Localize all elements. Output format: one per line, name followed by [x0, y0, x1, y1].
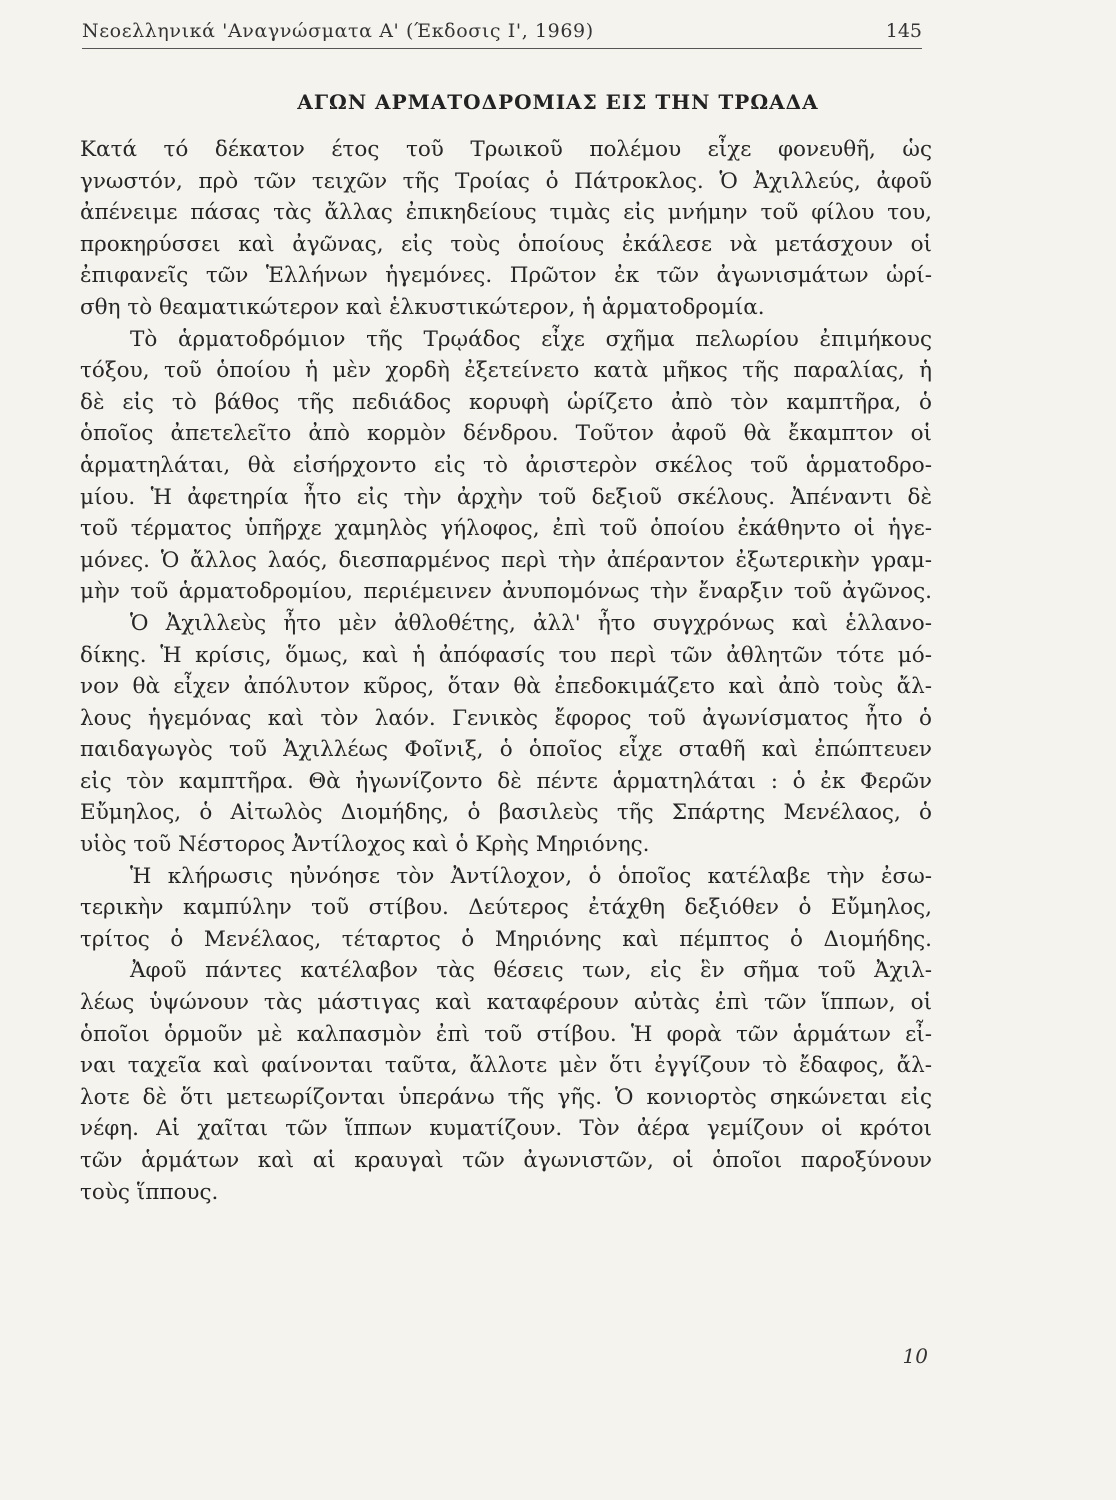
text-line: εἰς τὸν καμπτῆρα. Θὰ ἠγωνίζοντο δὲ πέντε ἁρματηλάται : ὁ ἐκ Φερῶν: [80, 768, 932, 794]
text-line: Ὁ Ἀχιλλεὺς ἦτο μὲν ἀθλοθέτης, ἀλλ' ἦτο συγχρόνως καὶ ἑλλανο-: [130, 610, 932, 636]
running-head: [82, 14, 922, 49]
text-line: υἱὸς τοῦ Νέστορος Ἀντίλοχος καὶ ὁ Κρὴς Μηριόνης.: [80, 832, 650, 858]
article-body: [80, 134, 932, 1208]
text-line: ὁποῖος ἀπετελεῖτο ἀπὸ κορμὸν δένδρου. Τοῦτον ἀφοῦ θὰ ἔκαμπτον οἱ: [80, 421, 932, 447]
running-title: Νεοελληνικά 'Αναγνώσματα Α' (Έκδοσις Ι', 1969): [82, 20, 594, 42]
text-line: μόνες. Ὁ ἄλλος λαός, διεσπαρμένος περὶ τὴν ἀπέραντον ἐξωτερικὴν γραμ-: [80, 547, 932, 573]
text-line: τῶν ἁρμάτων καὶ αἱ κραυγαὶ τῶν ἀγωνιστῶν, οἱ ὁποῖοι παροξύνουν: [80, 1148, 932, 1173]
text-line: παιδαγωγὸς τοῦ Ἀχιλλέως Φοῖνιξ, ὁ ὁποῖος εἶχε σταθῆ καὶ ἐπώπτευεν: [80, 737, 932, 763]
text-line: γνωστόν, πρὸ τῶν τειχῶν τῆς Τροίας ὁ Πάτροκλος. Ὁ Ἀχιλλεύς, ἀφοῦ: [80, 168, 932, 194]
text-line: ἐπιφανεῖς τῶν Ἑλλήνων ἡγεμόνες. Πρῶτον ἐκ τῶν ἀγωνισμάτων ὡρί-: [80, 263, 932, 289]
text-line: τερικὴν καμπύλην τοῦ στίβου. Δεύτερος ἐτάχθη δεξιόθεν ὁ Εὔμηλος,: [80, 895, 932, 921]
text-line: δίκης. Ἡ κρίσις, ὅμως, καὶ ἡ ἀπόφασίς του περὶ τῶν ἀθλητῶν τότε μό-: [80, 642, 932, 668]
text-line: Τὸ ἁρματοδρόμιον τῆς Τρῳάδος εἶχε σχῆμα πελωρίου ἐπιμήκους: [130, 326, 932, 352]
text-line: νέφη. Αἱ χαῖται τῶν ἵππων κυματίζουν. Τὸν ἀέρα γεμίζουν οἱ κρότοι: [80, 1116, 932, 1142]
text-line: τοὺς ἵππους.: [80, 1179, 219, 1205]
text-line: μίου. Ἡ ἀφετηρία ἦτο εἰς τὴν ἀρχὴν τοῦ δεξιοῦ σκέλους. Ἀπέναντι δὲ: [80, 484, 932, 510]
text-line: Κατά τό δέκατον έτος τοῦ Τρωικοῦ πολέμου εἶχε φονευθῆ, ὡς: [80, 137, 932, 162]
text-line: σθη τὸ θεαματικώτερον καὶ ἑλκυστικώτερον, ἡ ἁρματοδρομία.: [80, 294, 765, 320]
text-line: λους ἡγεμόνας καὶ τὸν λαόν. Γενικὸς ἔφορος τοῦ ἀγωνίσματος ἦτο ὁ: [80, 705, 932, 731]
text-line: λοτε δὲ ὅτι μετεωρίζονται ὑπεράνω τῆς γῆς. Ὁ κονιορτὸς σηκώνεται εἰς: [80, 1084, 932, 1110]
text-line: ἁρματηλάται, θὰ εἰσήρχοντο εἰς τὸ ἀριστερὸν σκέλος τοῦ ἁρματοδρο-: [80, 452, 932, 478]
text-line: ἀπένειμε πάσας τὰς ἄλλας ἐπικηδείους τιμὰς εἰς μνήμην τοῦ φίλου του,: [80, 200, 932, 226]
text-line: μὴν τοῦ ἁρματοδρομίου, περιέμεινεν ἀνυπομόνως τὴν ἔναρξιν τοῦ ἀγῶνος.: [80, 579, 932, 605]
text-line: τοῦ τέρματος ὑπῆρχε χαμηλὸς γήλοφος, ἐπὶ τοῦ ὁποίου ἐκάθηντο οἱ ἡγε-: [80, 516, 932, 542]
text-line: τρίτος ὁ Μενέλαος, τέταρτος ὁ Μηριόνης καὶ πέμπτος ὁ Διομήδης.: [80, 926, 932, 952]
signature-mark: 10: [902, 1344, 928, 1368]
text-line: προκηρύσσει καὶ ἀγῶνας, εἰς τοὺς ὁποίους ἐκάλεσε νὰ μετάσχουν οἱ: [80, 231, 932, 257]
text-line: λέως ὑψώνουν τὰς μάστιγας καὶ καταφέρουν αὐτὰς ἐπὶ τῶν ἵππων, οἱ: [80, 990, 932, 1016]
text-line: Εὔμηλος, ὁ Αἰτωλὸς Διομήδης, ὁ βασιλεὺς τῆς Σπάρτης Μενέλαος, ὁ: [80, 800, 932, 826]
text-line: Ἡ κλήρωσις ηὐνόησε τὸν Ἀντίλοχον, ὁ ὁποῖος κατέλαβε τὴν ἐσω-: [130, 863, 932, 889]
article-title: ΑΓΩΝ ΑΡΜΑΤΟΔΡΟΜΙΑΣ ΕΙΣ ΤΗΝ ΤΡΩΑΔΑ: [297, 90, 819, 114]
text-line: τόξου, τοῦ ὁποίου ἡ μὲν χορδὴ ἐξετείνετο κατὰ μῆκος τῆς παραλίας, ἡ: [80, 358, 932, 384]
page-number: 145: [885, 20, 922, 42]
text-line: Ἀφοῦ πάντες κατέλαβον τὰς θέσεις των, εἰς ἓν σῆμα τοῦ Ἀχιλ-: [130, 958, 932, 984]
text-line: ὁποῖοι ὁρμοῦν μὲ καλπασμὸν ἐπὶ τοῦ στίβου. Ἡ φορὰ τῶν ἁρμάτων εἶ-: [80, 1021, 932, 1047]
text-line: δὲ εἰς τὸ βάθος τῆς πεδιάδος κορυφὴ ὡρίζετο ἀπὸ τὸν καμπτῆρα, ὁ: [80, 389, 932, 415]
text-line: ναι ταχεῖα καὶ φαίνονται ταῦτα, ἄλλοτε μὲν ὅτι ἐγγίζουν τὸ ἔδαφος, ἄλ-: [80, 1053, 932, 1079]
text-line: νον θὰ εἶχεν ἀπόλυτον κῦρος, ὅταν θὰ ἐπεδοκιμάζετο καὶ ἀπὸ τοὺς ἄλ-: [80, 674, 932, 700]
